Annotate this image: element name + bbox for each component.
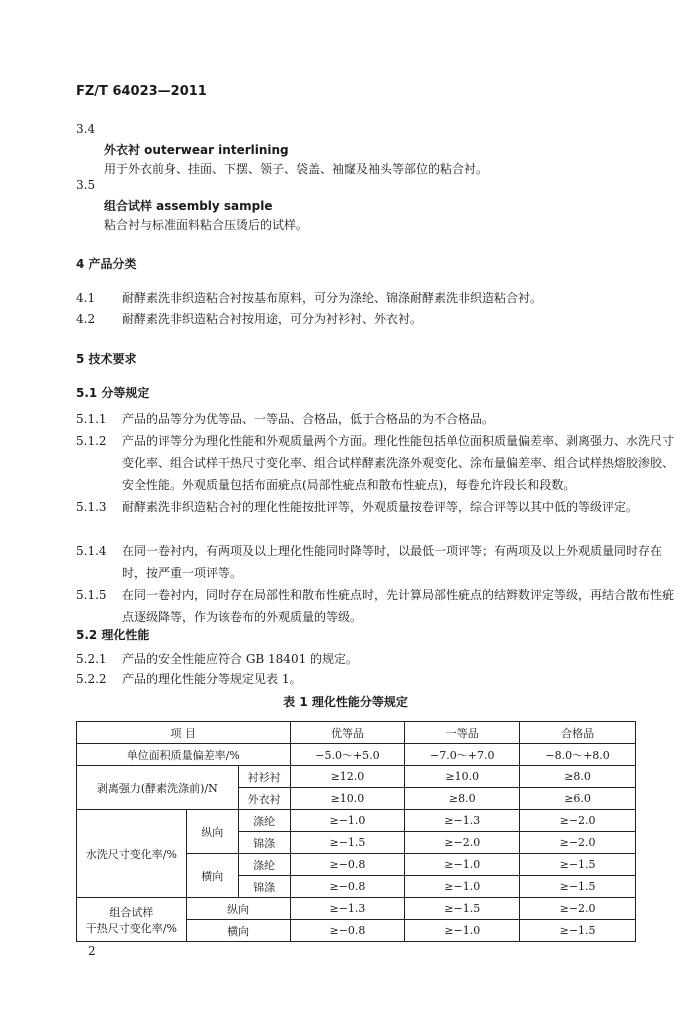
row-label: 单位面积质量偏差率/% — [77, 744, 291, 766]
cell: ≥−1.0 — [405, 920, 520, 942]
clause-5-1-2-text: 产品的评等分为理化性能和外观质量两个方面。理化性能包括单位面积质量偏差率、剥离强力、水洗尺寸变化率、组合试样干热尺寸变化率、组合试样酵素洗涤外观变化、涂布量偏差率、组合试样热熔胶渗胶、安全性能。外观质量包括布面疵点(局部性疵点和散布性疵点)，每卷允许段长和段数。 — [122, 434, 675, 492]
cell: ≥10.0 — [405, 766, 520, 788]
clause-4-2-text: 耐酵素洗非织造粘合衬按用途，可分为衬衫衬、外衣衬。 — [122, 312, 423, 326]
cell: ≥−0.8 — [290, 920, 405, 942]
cell: ≥−2.0 — [520, 810, 636, 832]
clause-5-2-1 — [76, 648, 682, 670]
section-5-2-heading: 5.2 理化性能 — [76, 628, 150, 642]
clause-4-2-number: 4.2 — [76, 312, 96, 326]
cell: ≥−0.8 — [290, 854, 405, 876]
clause-3-5-definition: 粘合衬与标准面料粘合压烫后的试样。 — [104, 218, 309, 232]
row-label-line-1: 组合试样 — [109, 905, 154, 919]
header-item: 项 目 — [77, 722, 291, 744]
clause-4-2 — [76, 308, 682, 330]
clause-5-1-3 — [76, 496, 682, 518]
clause-5-2-2 — [76, 668, 682, 690]
table-row — [77, 898, 636, 920]
row-label — [77, 898, 187, 942]
clause-4-1-number: 4.1 — [76, 291, 96, 305]
clause-3-5-number: 3.5 — [76, 178, 96, 192]
table-row — [77, 766, 636, 788]
clause-5-2-2-number: 5.2.2 — [76, 672, 107, 686]
section-5-heading: 5 技术要求 — [76, 352, 137, 366]
sub-label: 横向 — [186, 920, 290, 942]
clause-3-4-number: 3.4 — [76, 122, 96, 136]
clause-5-2-2-text: 产品的理化性能分等规定见表 1。 — [122, 672, 302, 686]
cell: ≥−1.5 — [290, 832, 405, 854]
header-grade-qualified: 合格品 — [520, 722, 636, 744]
cell: ≥−1.3 — [405, 810, 520, 832]
clause-5-2-1-number: 5.2.1 — [76, 652, 107, 666]
clause-5-1-2-number: 5.1.2 — [76, 434, 107, 448]
clause-5-2-1-text: 产品的安全性能应符合 GB 18401 的规定。 — [122, 652, 359, 666]
clause-4-1 — [76, 287, 682, 309]
clause-5-1-1-number: 5.1.1 — [76, 412, 107, 426]
clause-5-1-2 — [76, 430, 682, 496]
clause-5-1-5 — [76, 584, 682, 628]
table-header-row — [77, 722, 636, 744]
table-1-caption: 表 1 理化性能分等规定 — [283, 695, 408, 709]
table-row — [77, 810, 636, 832]
clause-4-1-text: 耐酵素洗非织造粘合衬按基布原料，可分为涤纶、锦涤耐酵素洗非织造粘合衬。 — [122, 291, 543, 305]
cell: ≥−1.3 — [290, 898, 405, 920]
standard-code-header: FZ/T 64023—2011 — [76, 84, 207, 99]
cell: ≥−1.0 — [290, 810, 405, 832]
sub-label: 锦涤 — [238, 876, 290, 898]
clause-5-1-1-text: 产品的品等分为优等品、一等品、合格品，低于合格品的为不合格品。 — [122, 412, 495, 426]
cell: ≥−2.0 — [520, 898, 636, 920]
direction-label: 横向 — [186, 854, 238, 898]
header-grade-first: 一等品 — [405, 722, 520, 744]
sub-label: 纵向 — [186, 898, 290, 920]
cell: ≥8.0 — [520, 766, 636, 788]
clause-3-4-definition: 用于外衣前身、挂面、下摆、领子、袋盖、袖窿及袖头等部位的粘合衬。 — [104, 162, 489, 176]
row-label: 剥离强力(酵素洗涤前)/N — [77, 766, 239, 810]
direction-label: 纵向 — [186, 810, 238, 854]
section-5-1-heading: 5.1 分等规定 — [76, 386, 150, 400]
clause-5-1-1 — [76, 408, 682, 430]
cell: −7.0～+7.0 — [405, 744, 520, 766]
clause-5-1-4-number: 5.1.4 — [76, 544, 107, 558]
clause-5-1-4 — [76, 540, 682, 584]
cell: ≥−1.0 — [405, 854, 520, 876]
header-grade-premium: 优等品 — [290, 722, 405, 744]
table-1-physical-chemical-grading — [76, 721, 636, 942]
cell: ≥−0.8 — [290, 876, 405, 898]
clause-5-1-4-text: 在同一卷衬内，有两项及以上理化性能同时降等时，以最低一项评等；有两项及以上外观质量同时存在时，按严重一项评等。 — [122, 544, 663, 580]
cell: ≥−1.5 — [520, 876, 636, 898]
cell: ≥6.0 — [520, 788, 636, 810]
clause-3-5-term: 组合试样 assembly sample — [104, 199, 273, 213]
cell: ≥−2.0 — [405, 832, 520, 854]
sub-label: 涤纶 — [238, 854, 290, 876]
cell: ≥−1.0 — [405, 876, 520, 898]
cell: ≥10.0 — [290, 788, 405, 810]
page-number: 2 — [88, 944, 96, 958]
clause-5-1-3-text: 耐酵素洗非织造粘合衬的理化性能按批评等，外观质量按卷评等，综合评等以其中低的等级评定。 — [122, 500, 639, 514]
cell: −5.0～+5.0 — [290, 744, 405, 766]
clause-5-1-5-number: 5.1.5 — [76, 588, 107, 602]
row-label-line-2: 干热尺寸变化率/% — [85, 921, 177, 935]
cell: ≥−1.5 — [405, 898, 520, 920]
cell: ≥8.0 — [405, 788, 520, 810]
sub-label: 外衣衬 — [238, 788, 290, 810]
cell: ≥12.0 — [290, 766, 405, 788]
clause-3-4-term: 外衣衬 outerwear interlining — [104, 143, 289, 157]
sub-label: 衬衫衬 — [238, 766, 290, 788]
section-4-heading: 4 产品分类 — [76, 257, 137, 271]
clause-5-1-3-number: 5.1.3 — [76, 500, 107, 514]
sub-label: 锦涤 — [238, 832, 290, 854]
table-row — [77, 744, 636, 766]
cell: ≥−1.5 — [520, 920, 636, 942]
cell: ≥−2.0 — [520, 832, 636, 854]
cell: ≥−1.5 — [520, 854, 636, 876]
row-label: 水洗尺寸变化率/% — [77, 810, 187, 898]
clause-5-1-5-text: 在同一卷衬内，同时存在局部性和散布性疵点时，先计算局部性疵点的结辫数评定等级，再结合散布性疵点逐级降等，作为该卷布的外观质量的等级。 — [122, 588, 675, 624]
cell: −8.0～+8.0 — [520, 744, 636, 766]
sub-label: 涤纶 — [238, 810, 290, 832]
